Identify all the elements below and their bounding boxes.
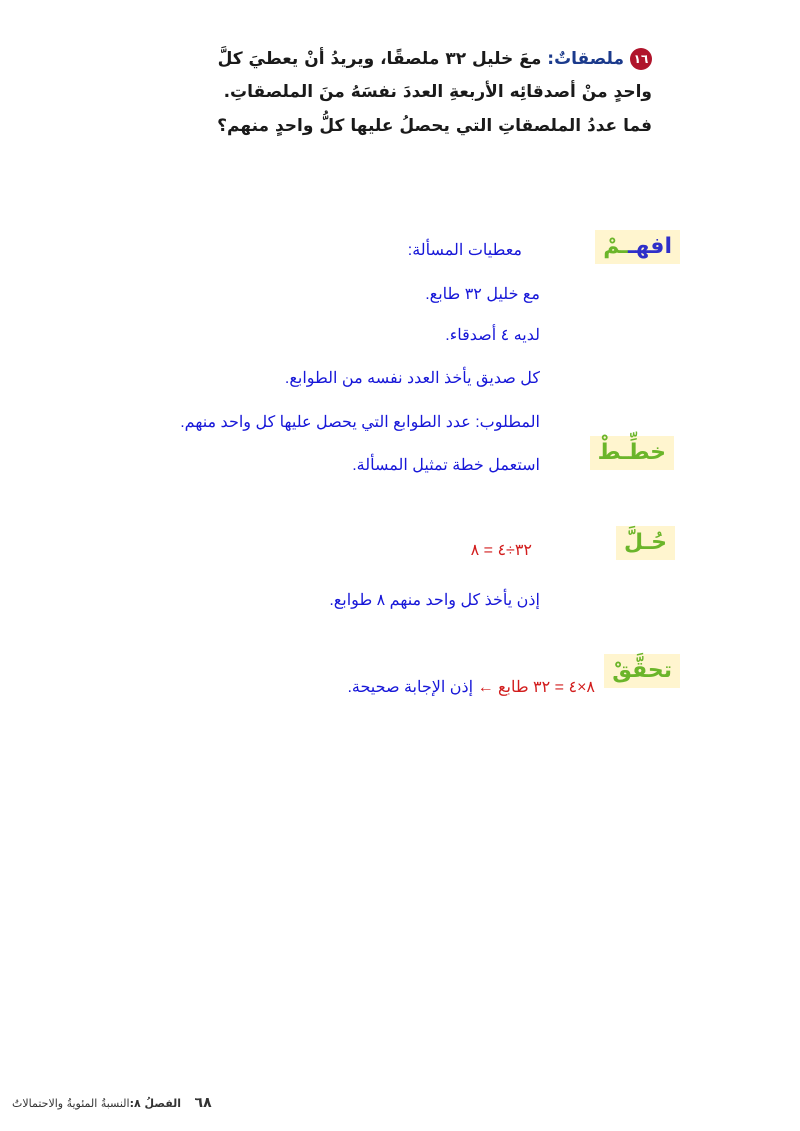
given-title: معطيات المسألة:	[407, 242, 522, 259]
question-keyword: ملصقاتٌ:	[547, 49, 624, 69]
plan-badge: خطِّـطْ	[590, 436, 674, 470]
solve-equation: ٣٢÷٤ = ٨	[470, 542, 532, 559]
understand-label-part1: افهـ	[628, 234, 672, 259]
question-text-1: معَ خليل ٣٢ ملصقًا، ويريدُ أنْ يعطيَ كلَّ	[217, 49, 542, 69]
solve-conclusion: إذن يأخذ كل واحد منهم ٨ طوابع.	[329, 592, 540, 609]
chapter-title: النسبةُ المئويةُ والاحتمالاتُ	[12, 1097, 130, 1110]
check-line	[347, 677, 595, 697]
understand-badge	[595, 230, 680, 264]
understand-label-part2: ـمْ	[603, 234, 628, 259]
check-arrow-icon: ←	[477, 679, 494, 696]
page-footer	[12, 1095, 212, 1111]
required-text: المطلوب: عدد الطوابع التي يحصل عليها كل واحد منهم.	[180, 414, 540, 431]
given-3: كل صديق يأخذ العدد نفسه من الطوابع.	[284, 370, 540, 387]
solve-badge: حُـلَّ	[616, 526, 675, 560]
question-line-1	[92, 48, 652, 70]
question-line-2: واحدٍ منْ أصدقائِه الأربعةِ العددَ نفسَهُ منَ الملصقاتِ.	[223, 82, 652, 102]
check-badge: تحقَّقْ	[604, 654, 680, 688]
plan-strategy: استعمل خطة تمثيل المسألة.	[352, 457, 540, 474]
check-result: إذن الإجابة صحيحة.	[347, 679, 474, 696]
question-number: ١٦	[630, 48, 652, 70]
given-1: مع خليل ٣٢ طابع.	[425, 286, 540, 303]
given-2: لديه ٤ أصدقاء.	[445, 327, 540, 344]
chapter-label: الفصلُ ٨:	[129, 1097, 182, 1110]
page-number: ٦٨	[194, 1095, 212, 1111]
check-equation: ٨×٤ = ٣٢ طابع	[498, 679, 595, 696]
question-line-3: فما عددُ الملصقاتِ التي يحصلُ عليها كلُّ واحدٍ منهم؟	[217, 116, 652, 136]
